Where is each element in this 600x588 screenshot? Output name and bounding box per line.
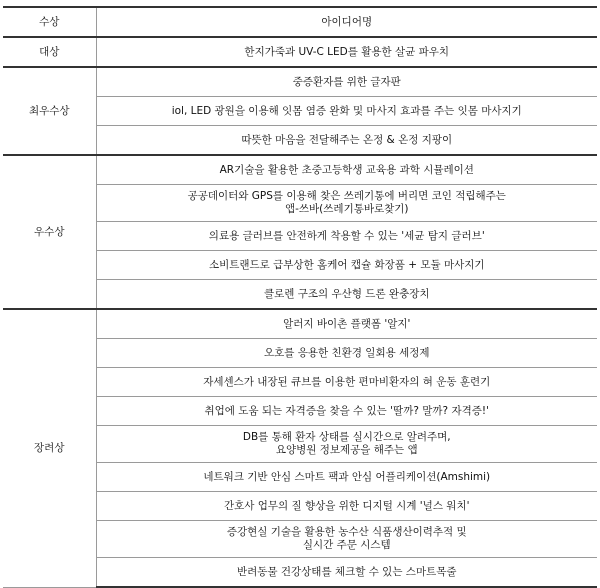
idea-text: AR기술을 활용한 초중고등학생 교육용 과학 시뮬레이션: [219, 163, 474, 176]
table-row: [3, 67, 597, 97]
idea-text: 실시간 주문 시스템: [302, 539, 391, 551]
idea-text: 오호를 응용한 친환경 일회용 세정제: [264, 346, 430, 359]
idea-text: 중증환자를 위한 글자판: [292, 75, 401, 88]
award-cell: 우수상: [3, 155, 96, 309]
idea-text: 한지가죽과 UV-C LED를 활용한 살균 파우치: [244, 45, 450, 58]
idea-text: 간호사 업무의 질 향상을 위한 디지털 시계 '널스 워치': [224, 499, 470, 512]
idea-text: 요양병원 정보제공을 해주는 앱: [275, 444, 418, 456]
idea-cell: [96, 67, 597, 97]
award-cell: 최우수상: [3, 67, 96, 155]
header-idea-name: 아이디어명: [96, 7, 597, 37]
award-cell: 대상: [3, 37, 96, 67]
idea-cell: [96, 185, 597, 222]
idea-text: 취업에 도움 되는 자격증을 찾을 수 있는 '딸까? 말까? 자격증!': [204, 404, 489, 417]
idea-text: 자세센스가 내장된 큐브를 이용한 편마비환자의 혀 운동 훈련기: [203, 375, 491, 388]
idea-cell: [96, 251, 597, 280]
idea-text: 의료용 글러브를 안전하게 착용할 수 있는 '세균 탐지 글러브': [208, 229, 485, 242]
idea-cell: [96, 37, 597, 67]
idea-cell: [96, 155, 597, 185]
idea-cell: [96, 97, 597, 126]
idea-cell: [96, 492, 597, 521]
table-header-row: [3, 7, 597, 37]
idea-cell: [96, 222, 597, 251]
idea-text: 알러지 바이촌 플랫폼 '알지': [283, 317, 411, 330]
table-row: [3, 155, 597, 185]
table-row: [3, 37, 597, 67]
idea-cell: [96, 126, 597, 156]
idea-cell: [96, 280, 597, 310]
table-row: [3, 309, 597, 339]
table-body: [3, 37, 597, 587]
idea-cell: [96, 339, 597, 368]
idea-text: 따뜻한 마음을 전달해주는 온정 & 온정 지팡이: [241, 133, 453, 146]
award-cell: 장려상: [3, 309, 96, 587]
idea-text: 반려동물 건강상태를 체크할 수 있는 스마트목줄: [236, 565, 457, 578]
header-award: 수상: [3, 7, 96, 37]
idea-text: 공공데이터와 GPS를 이용해 찾은 쓰레기통에 버리면 코인 적립해주는: [187, 190, 506, 203]
idea-cell: [96, 397, 597, 426]
idea-cell: [96, 521, 597, 558]
idea-text: 네트워크 기반 안심 스마트 팩과 안심 어플리케이션(Amshimi): [203, 470, 491, 483]
idea-cell: [96, 368, 597, 397]
idea-text: DB를 통해 환자 상태를 실시간으로 알려주며,: [242, 431, 451, 444]
idea-cell: [96, 309, 597, 339]
idea-cell: [96, 426, 597, 463]
idea-text: iol, LED 광원을 이용해 잇몸 염증 완화 및 마사지 효과를 주는 잇몸 마사지기: [171, 104, 522, 117]
idea-text: 증강현실 기술을 활용한 농수산 식품생산이력추적 및: [226, 526, 467, 539]
awards-table: [3, 6, 597, 588]
idea-text: 클로렌 구조의 우산형 드론 완충장치: [264, 287, 430, 300]
idea-cell: [96, 463, 597, 492]
idea-cell: [96, 558, 597, 588]
idea-text: 앱-쓰바(쓰레기통바로찾기): [284, 203, 409, 215]
idea-text: 소비트랜드로 급부상한 홈케어 캡슐 화장품 + 모듈 마사지기: [208, 258, 485, 271]
